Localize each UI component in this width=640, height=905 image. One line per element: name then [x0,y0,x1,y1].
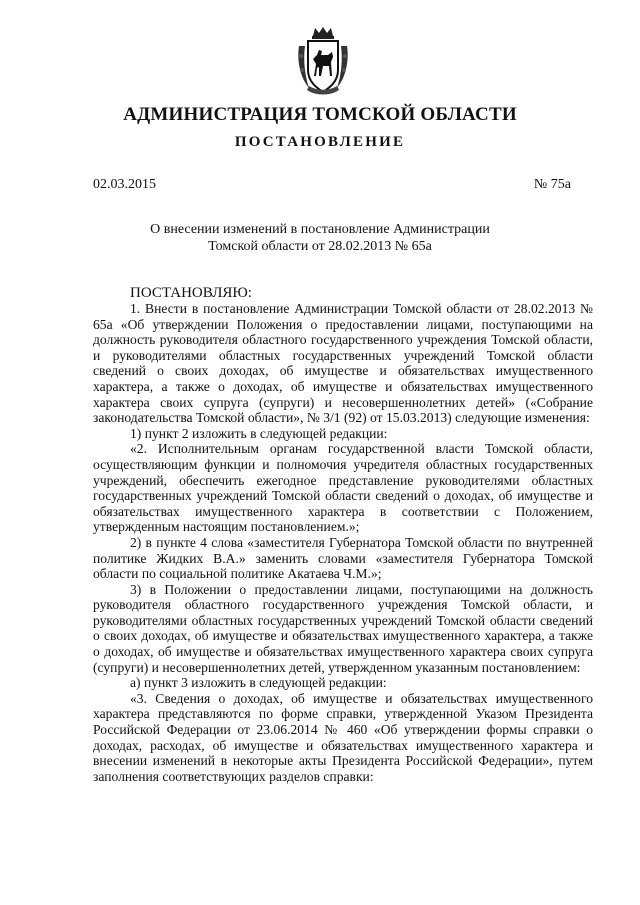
document-body [93,285,593,784]
document-date: 02.03.2015 [93,177,156,192]
paragraph: а) пункт 3 изложить в следующей редакции: [130,675,387,691]
paragraph: «3. Сведения о доходах, об имуществе и обязательствах имущественного характера представляются по форме справки, утвержденной Указом Президента Российской Федерации от 23.06.2014 № 460 «Об утверждении формы справки о доходах, расходах, об имуществе и обязательствах имущественного характера и внесении изменений в некоторые акты Президента Российской Федерации», путем заполнения соответствующих разделов справки: [93,690,593,784]
decree-word: ПОСТАНОВЛЯЮ: [130,285,252,301]
document-number: № 75а [533,177,571,192]
paragraph: 1. Внести в постановление Администрации Томской области от 28.02.2013 № 65а «Об утверждении Положения о предоставлении лицами, поступающими на должность руководителя областного государственного учреждения Томской области, и руководителями областных государственных учреждений Томской области сведений о своих доходах, об имуществе и обязательствах имущественного характера, а также о доходах, об имуществе и обязательствах имущественного характера своих супруга (супруги) и несовершеннолетних детей» («Собрание законодательства Томской области», № 3/1 (92) от 15.03.2013) следующие изменения: [93,301,593,426]
subject-line-1: О внесении изменений в постановление Администрации [150,222,490,237]
agency-title: АДМИНИСТРАЦИЯ ТОМСКОЙ ОБЛАСТИ [123,104,517,125]
paragraph: «2. Исполнительным органам государственной власти Томской области, осуществляющим функции и полномочия учредителя областных государственных учреждений, обеспечить ежегодное представление руководителями областных государственных учреждений Томской области сведений о доходах, об имуществе и обязательствах имущественного характера в соответствии с Положением, утвержденным настоящим постановлением.»; [93,441,593,535]
paragraph: 3) в Положении о предоставлении лицами, поступающими на должность руководителя областного государственного учреждения Томской области, и руководителями областных государственных учреждений Томской области сведений о своих доходах, об имуществе и обязательствах имущественного характера, а также о доходах, об имуществе и обязательствах имущественного характера своих супруга (супруги) и несовершеннолетних детей, утвержденном указанным постановлением: [93,581,593,675]
document-subject [0,221,640,255]
paragraph: 2) в пункте 4 слова «заместителя Губернатора Томской области по внутренней политике Жидких В.А.» заменить словами «заместителя Губернатора Томской области по социальной политике Акатаева Ч.М.»; [93,534,593,582]
tomsk-coat-of-arms-icon [295,26,351,98]
document-type: ПОСТАНОВЛЕНИЕ [234,134,406,150]
paragraph: 1) пункт 2 изложить в следующей редакции: [130,425,388,441]
subject-line-2: Томской области от 28.02.2013 № 65а [208,239,432,254]
